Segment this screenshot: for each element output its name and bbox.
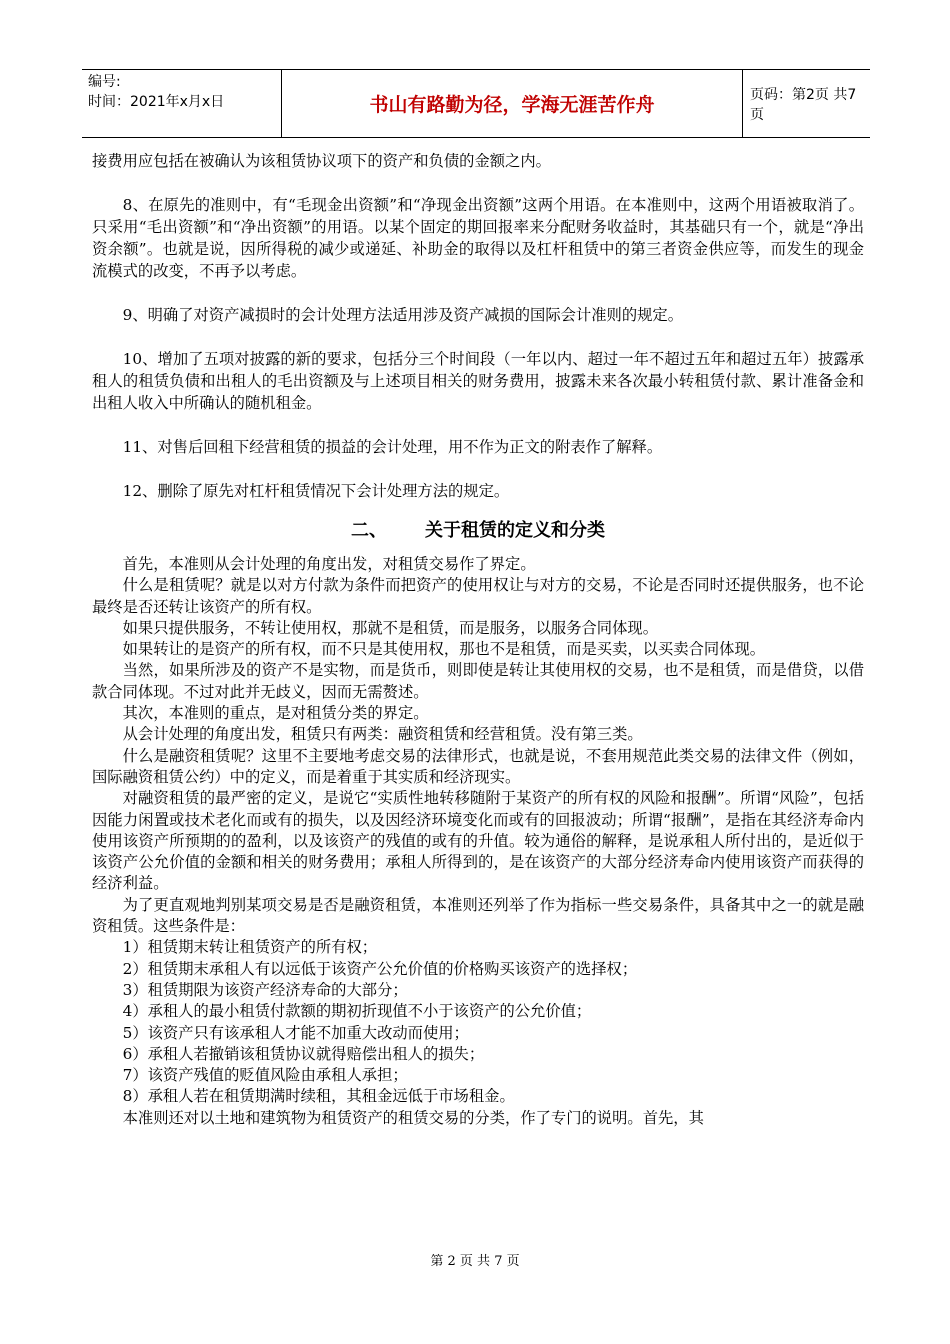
body-paragraph: 对融资租赁的最严密的定义，是说它“实质性地转移随附于某资产的所有权的风险和报酬”。所谓“风险”，包括因能力闲置或技术老化而或有的损失，以及因经济环境变化而或有的回报波动；所谓“报酬”，是指在其经济寿命内使用该资产所预期的的盈利，以及该资产的残值的或有的升值。较为通俗的解释，是说承租人所付出的，是近似于该资产公允价值的金额和相关的财务费用；承租人所得到的，是在该资产的大部分经济寿命内使用该资产而获得的经济利益。	[92, 789, 864, 893]
body-paragraph: 首先，本准则从会计处理的角度出发，对租赁交易作了界定。	[122, 555, 536, 573]
document-number-label: 编号:	[88, 74, 121, 90]
document-body	[92, 150, 864, 1129]
list-item: 8）承租人若在租赁期满时续租，其租金远低于市场租金。	[122, 1087, 515, 1106]
body-paragraph: 其次，本准则的重点，是对租赁分类的界定。	[122, 704, 429, 723]
list-item: 7）该资产残值的贬值风险由承租人承担；	[122, 1066, 408, 1085]
body-paragraph: 本准则还对以土地和建筑物为租赁资产的租赁交易的分类，作了专门的说明。首先，其	[122, 1108, 704, 1127]
section-heading	[92, 518, 864, 544]
body-paragraph: 什么是融资租赁呢？这里不主要地考虑交易的法律形式，也就是说，不套用规范此类交易的法律文件（例如，国际融资租赁公约）中的定义，而是着重于其实质和经济现实。	[92, 746, 864, 786]
body-paragraph: 如果转让的是资产的所有权，而不只是其使用权，那也不是租赁，而是买卖，以买卖合同体现。	[122, 640, 766, 659]
section-title: 关于租赁的定义和分类	[425, 520, 605, 541]
paragraph-continuation: 接费用应包括在被确认为该租赁协议项下的资产和负债的金额之内。	[92, 152, 551, 170]
paragraph-item-9: 9、明确了对资产减损时的会计处理方法适用涉及资产减损的国际会计准则的规定。	[122, 306, 684, 324]
page-header	[82, 69, 870, 138]
list-item: 6）承租人若撤销该租赁协议就得赔偿出租人的损失；	[122, 1044, 485, 1063]
document-time-label: 时间：2021年x月x日	[88, 94, 225, 110]
paragraph-item-11: 11、对售后回租下经营租赁的损益的会计处理，用不作为正文的附表作了解释。	[122, 438, 663, 456]
list-item: 4）承租人的最小租赁付款额的期初折现值不小于该资产的公允价值；	[122, 1002, 592, 1021]
paragraph-item-10: 10、增加了五项对披露的新的要求，包括分三个时间段（一年以内、超过一年不超过五年和超过五年）披露承租人的租赁负债和出租人的毛出资额及与上述项目相关的财务费用，披露未来各次最小转租赁付款、累计准备金和出租人收入中所确认的随机租金。	[92, 350, 864, 412]
body-paragraph: 什么是租赁呢？就是以对方付款为条件而把资产的使用权让与对方的交易，不论是否同时还提供服务，也不论最终是否还转让该资产的所有权。	[92, 576, 864, 616]
list-item: 5）该资产只有该承租人才能不加重大改动而使用；	[122, 1023, 469, 1042]
body-paragraph: 如果只提供服务，不转让使用权，那就不是租赁，而是服务，以服务合同体现。	[122, 618, 658, 637]
page-footer: 第 2 页 共 7 页	[430, 1254, 520, 1269]
list-item: 1）租赁期末转让租赁资产的所有权；	[122, 938, 378, 957]
header-meta-cell	[82, 70, 282, 137]
body-paragraph: 为了更直观地判别某项交易是否是融资租赁，本准则还列举了作为指标一些交易条件，具备其中之一的就是融资租赁。这些条件是：	[92, 895, 864, 936]
header-page-number: 页码：第2页 共7页	[750, 86, 857, 123]
body-paragraph: 从会计处理的角度出发，租赁只有两类：融资租赁和经营租赁。没有第三类。	[122, 725, 643, 744]
body-paragraph: 当然，如果所涉及的资产不是实物，而是货币，则即使是转让其使用权的交易，也不是租赁，而是借贷，以借款合同体现。不过对此并无歧义，因而无需赘述。	[92, 661, 864, 701]
paragraph-item-12: 12、删除了原先对杠杆租赁情况下会计处理方法的规定。	[122, 482, 510, 500]
paragraph-item-8: 8、在原先的准则中，有“毛现金出资额”和“净现金出资额”这两个用语。在本准则中，这两个用语被取消了。只采用“毛出资额”和“净出资额”的用语。以某个固定的期回报率来分配财务收益时，其基础只有一个，就是“净出资余额”。也就是说，因所得税的减少或递延、补助金的取得以及杠杆租赁中的第三者资金供应等，而发生的现金流模式的改变，不再予以考虑。	[92, 196, 864, 280]
section-number: 二、	[351, 520, 387, 541]
list-item: 2）租赁期末承租人有以远低于该资产公允价值的价格购买该资产的选择权；	[122, 959, 638, 978]
header-motto: 书山有路勤为径，学海无涯苦作舟	[282, 70, 743, 137]
list-item: 3）租赁期限为该资产经济寿命的大部分；	[122, 980, 408, 999]
